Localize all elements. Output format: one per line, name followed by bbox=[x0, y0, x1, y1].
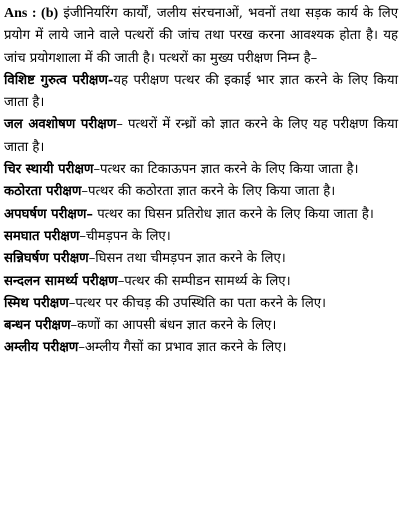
test-description: –पत्थर की सम्पीडन सामर्थ्य के लिए। bbox=[117, 273, 291, 289]
test-item bbox=[4, 226, 398, 248]
test-name: अपघर्षण परीक्षण– bbox=[4, 206, 93, 222]
test-description: पत्थर का घिसन प्रतिरोध ज्ञात करने के लिए किया जाता है। bbox=[93, 206, 374, 222]
test-description: –चीमड़पन के लिए। bbox=[79, 228, 171, 244]
test-name: कठोरता परीक्षण bbox=[4, 184, 82, 200]
test-item bbox=[4, 315, 398, 337]
test-description: –पत्थर की कठोरता ज्ञात करने के लिए किया जाता है। bbox=[81, 184, 336, 200]
test-name: विशिष्ट गुरुत्व परीक्षण- bbox=[4, 72, 114, 88]
test-item bbox=[4, 248, 398, 270]
test-description: –घिसन तथा चीमड़पन ज्ञात करने के लिए। bbox=[88, 251, 286, 267]
test-item bbox=[4, 293, 398, 315]
test-description: –पत्थर पर कीचड़ की उपस्थिति का पता करने के लिए। bbox=[68, 295, 327, 311]
test-name: सन्दलन सामर्थ्य परीक्षण bbox=[4, 273, 118, 289]
test-description: –कणों का आपसी बंधन ज्ञात करने के लिए। bbox=[70, 318, 277, 334]
test-item bbox=[4, 114, 398, 159]
test-description: – पत्थरों में रन्ध्रों को ज्ञात करने के लिए यह परीक्षण किया जाता है। bbox=[4, 117, 398, 155]
test-name: बन्धन परीक्षण bbox=[4, 318, 71, 334]
test-item bbox=[4, 204, 398, 226]
test-name: चिर स्थायी परीक्षण bbox=[4, 162, 94, 178]
test-name: स्मिथ परीक्षण bbox=[4, 295, 69, 311]
answer-label: Ans : (b) bbox=[4, 6, 59, 21]
test-description: यह परीक्षण पत्थर की इकाई भार ज्ञात करने के लिए किया जाता है। bbox=[4, 72, 398, 111]
test-description: –अम्लीय गैसों का प्रभाव ज्ञात करने के लिए। bbox=[78, 340, 287, 356]
test-description: –पत्थर का टिकाऊपन ज्ञात करने के लिए किया जाता है। bbox=[93, 162, 359, 178]
test-name: सन्निघर्षण परीक्षण bbox=[4, 251, 89, 267]
intro-text: इंजीनियरिंग कार्यों, जलीय संरचनाओं, भवनों तथा सड़क कार्य के लिए प्रयोग में लाये जाने वाले पत्थरों की जांच तथा परख करना आवश्यक होता है। यह जांच प्रयोगशाला में की जाती है। पत्थरों का मुख्य परीक्षण निम्न है– bbox=[4, 6, 398, 66]
test-name: जल अवशोषण परीक्षण bbox=[4, 117, 117, 133]
test-item bbox=[4, 159, 398, 181]
test-item bbox=[4, 181, 398, 203]
test-item bbox=[4, 70, 398, 115]
test-name: समघात परीक्षण bbox=[4, 228, 80, 244]
test-item bbox=[4, 337, 398, 359]
test-item bbox=[4, 271, 398, 293]
test-name: अम्लीय परीक्षण bbox=[4, 340, 79, 356]
intro-paragraph bbox=[4, 3, 398, 70]
